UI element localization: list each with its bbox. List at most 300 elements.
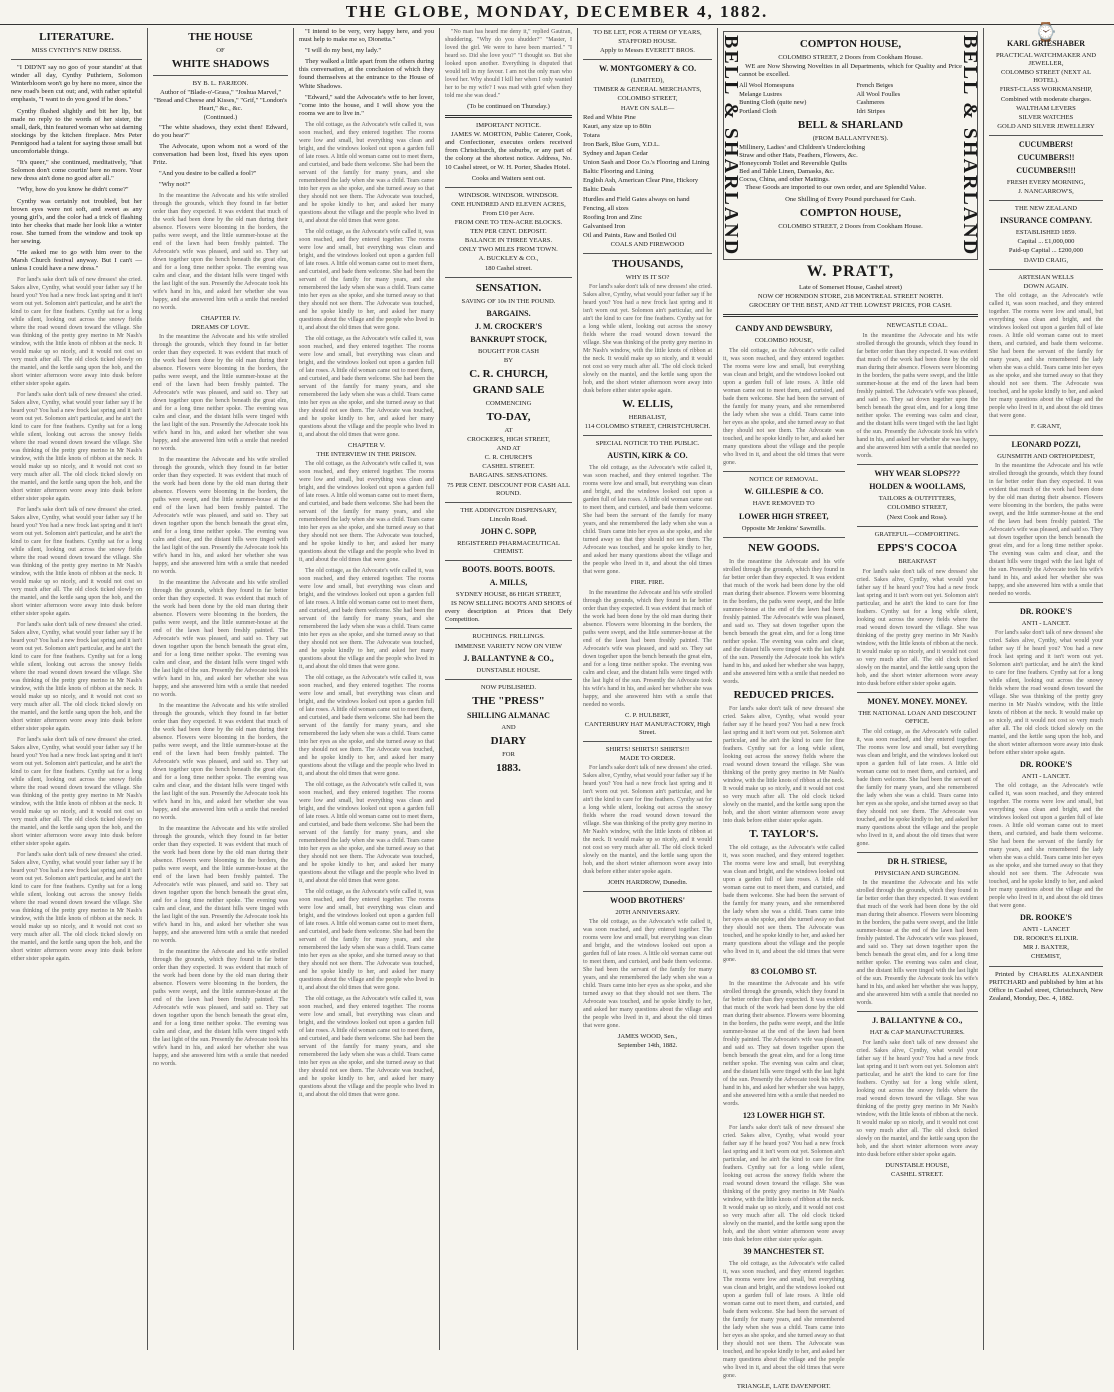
ad-line: HAVE REMOVED TO	[752, 500, 815, 508]
ad-heading: J. BALLANTYNE & CO.,	[463, 653, 554, 663]
ad-line: WINDSOR. WINDSOR. WINDSOR.	[458, 191, 559, 199]
ad-heading: REDUCED PRICES.	[733, 689, 834, 702]
ad-line: CROCKER'S, HIGH STREET,	[467, 436, 550, 444]
paragraph: For land's sake don't talk of new dresses! she cried. Sakes alive, Cynthy, what would your father say if he heard you? You had a new frock last spring and it isn't worn out yet. Solomon ain't particular, and he ain't the kind to care for fine feathers. Cynthy sat for a long while silent, looking out across the snowy fields where the road wound down toward the village. She was thinking of the pretty grey merino in Mr Nash's window, with the little knots of ribbon at the neck. It would make up so nicely, and it would not cost so very much after all. The old clock ticked slowly on the mantel, and the kettle sang upon the hob, and the short winter afternoon wore away into dusk before either sister spoke again.	[723, 706, 845, 825]
paragraph: For land's sake don't talk of new dresses! she cried. Sakes alive, Cynthy, what would your father say if he heard you? You had a new frock last spring and it isn't worn out yet. Solomon ain't particular, and he ain't the kind to care for fine feathers. Cynthy sat for a long while silent, looking out across the snowy fields where the road wound down toward the village. She was thinking of the pretty grey merino in Mr Nash's window, with the little knots of ribbon at the neck. It would make up so nicely, and it would not cost so very much after all. The old clock ticked slowly on the mantel, and the kettle sang upon the hob, and the short winter afternoon wore away into dusk before either sister spoke again.	[11, 737, 142, 848]
paragraph: The old cottage, as the Advocate's wife called it, was soon reached, and they entered together. The rooms were low and small, but everything was clean and bright, and the windows looked out upon a garden full of late roses. A little old woman came out to meet them, and curtsied, and bade them welcome. She had been the servant of the family for many years, and she remembered the lady when she was a child. Tears came into her eyes as she spoke, and she turned away so that they should not see them. The Advocate was touched, and he spoke kindly to her, and asked her many questions about the village and the people who lived in it, and about the old times that were gone.	[299, 675, 434, 778]
ad-heading: JOHN C. SOPP,	[480, 526, 537, 536]
ad-heading: WOOD BROTHERS'	[610, 896, 685, 906]
list-item: Fencing, all sizes	[583, 204, 629, 212]
ad-line: COMMENCING	[485, 399, 532, 407]
ad-heading: MONEY. MONEY. MONEY.	[867, 696, 968, 706]
ad-heading: INSURANCE COMPANY.	[999, 216, 1092, 226]
ad-compton-house	[720, 31, 981, 260]
ad-line: 20TH ANNIVERSARY.	[615, 909, 680, 917]
ad-line: IMMENSE VARIETY NOW ON VIEW	[455, 642, 562, 650]
ad-line: 75 PER CENT. DISCOUNT FOR CASH ALL ROUND.	[446, 481, 571, 497]
list-item: Roofing Iron and Zinc	[583, 213, 643, 221]
ad-line: THE NATIONAL LOAN AND DISCOUNT OFFICE.	[858, 709, 977, 726]
ad-line: (FROM BALLANTYNE'S).	[812, 134, 889, 142]
ad-line: Combined with moderate charges.	[1000, 95, 1092, 103]
chapter-title: THE INTERVIEW IN THE PRISON.	[316, 451, 417, 459]
paragraph: In the meantime the Advocate and his wife strolled through the grounds, which they found in far better order than they expected. It was evident that much of the work had been done by the old man during their absence. Flowers were blooming in the borders, the paths were swept, and the little summer-house at the end of the lawn had been freshly painted. The Advocate's wife was pleased, and said so. They sat down together upon the bench beneath the great elm, and for a long time neither spoke. The evening was calm and clear, and the distant hills were tinged with the last light of the sun. Presently the Advocate took his wife's hand in his, and asked her whether she was happy, and she answered him with a smile that needed no words.	[153, 703, 288, 822]
ad-heading: EPPS'S COCOA	[877, 542, 958, 555]
ad-heading: AUSTIN, KIRK & CO.	[607, 451, 688, 461]
ad-line: Lincoln Road.	[489, 515, 528, 523]
divider	[583, 253, 712, 254]
paragraph: In the meantime the Advocate and his wife strolled through the grounds, which they found in far better order than they expected. It was evident that much of the work had been done by the old man during their absence. Flowers were blooming in the borders, the paths were swept, and the little summer-house at the end of the lawn had been freshly painted. The Advocate's wife was pleased, and said so. They sat down together upon the bench beneath the great elm, and for a long time neither spoke. The evening was calm and clear, and the distant hills were tinged with the last light of the sun. Presently the Advocate took his wife's hand in his, and asked her whether she was happy, and she answered him with a smile that needed no words.	[153, 457, 288, 576]
list-item: Iron Bark, Blue Gum, Y.D.L.	[583, 140, 660, 148]
ad-line: AND AT	[496, 445, 521, 453]
ad-line: NOW OF HORNDON STORE, 218 MONTREAL STREET NORTH.	[757, 293, 944, 301]
divider	[723, 314, 978, 317]
divider	[989, 435, 1103, 436]
list-item: Straw and other Hats, Feathers, Flowers, &c.	[739, 152, 858, 160]
paragraph: The old cottage, as the Advocate's wife called it, was soon reached, and they entered together. The rooms were low and small, but everything was clean and bright, and the windows looked out upon a garden full of late roses. A little old woman came out to meet them, and curtsied, and bade them welcome. She had been the servant of the family for many years, and she remembered the lady when she was a child. Tears came into her eyes as she spoke, and she turned away so that they should not see them. The Advocate was touched, and he spoke kindly to her, and asked her many questions about the village and the people who lived in it, and about the old times that were gone.	[723, 347, 845, 466]
ad-line: DR. ROOKE'S ELIXIR.	[1013, 935, 1079, 943]
ad-line: GRATEFUL—COMFORTING.	[874, 531, 960, 539]
ad-line: REGISTERED PHARMACEUTICAL CHEMIST.	[457, 539, 560, 555]
list-item: Galvanised Iron	[583, 222, 626, 230]
ad-line: ONE HUNDRED AND ELEVEN ACRES,	[451, 200, 566, 208]
divider	[857, 464, 979, 465]
goods-list-right	[857, 82, 962, 116]
list-item: Oil and Paints, Raw and Boiled Oil	[583, 231, 677, 239]
ad-line: TRIANGLE, LATE DAVENPORT.	[736, 1383, 831, 1391]
ad-line: One Shilling of Every Pound purchased for Cash.	[785, 195, 916, 203]
ad-line: WHY IS IT SO?	[625, 274, 670, 282]
divider	[723, 537, 845, 538]
ad-line: Cooks and Waiters sent out.	[471, 174, 546, 182]
ad-line: ANTI - LANCET	[1022, 926, 1070, 934]
ad-line: GOLD AND SILVER JEWELLERY	[997, 122, 1095, 130]
ad-heading: J. M. CROCKER'S	[474, 321, 543, 331]
ad-body: JAMES W. MORTON, Public Caterer, Cook, and Confectioner, executes orders received from Christchurch, the suburbs, or any part of the colony at the shortest notice. Address, No. 10 Cashel street, or W. H. Porter, Shades Hotel.	[445, 131, 572, 171]
divider	[445, 560, 572, 561]
ad-line: FROM ONE TO TEN-ACRE BLOCKS.	[454, 219, 563, 227]
ad-line: STAFFORD HOUSE.	[618, 38, 677, 46]
ad-compton-body	[735, 35, 966, 256]
ad-line: TAILORS & OUTFITTERS,	[878, 494, 956, 502]
masthead: THE GLOBE, MONDAY, DECEMBER 4, 1882.	[0, 0, 1114, 25]
ad-line: BREAKFAST	[898, 558, 937, 566]
ad-line: BY	[503, 356, 514, 364]
ad-heading: A. MILLS,	[489, 578, 528, 588]
serial-title-of: OF	[216, 47, 225, 54]
ad-line: PHYSICIAN AND SURGEON.	[874, 869, 960, 877]
ad-line: CASHEL STREET.	[482, 463, 535, 471]
ad-heading: 39 MANCHESTER ST.	[743, 1247, 825, 1257]
ad-heading: COMPTON HOUSE,	[799, 206, 902, 219]
byline: BY B. L. FARJEON.	[192, 80, 249, 88]
divider	[989, 135, 1103, 136]
paragraph: "It's queer," she continued, meditatively, "that Solomon don't come courtin' here no more. Your new dress ain't done no good after all."	[11, 159, 142, 183]
paragraph: For land's sake don't talk of new dresses! she cried. Sakes alive, Cynthy, what would your father say if he heard you? You had a new frock last spring and it isn't worn out yet. Solomon ain't particular, and he ain't the kind to care for fine feathers. Cynthy sat for a long while silent, looking out across the snowy fields where the road wound down toward the village. She was thinking of the pretty grey merino in Mr Nash's window, with the little knots of ribbon at the neck. It would make up so nicely, and it would not cost so very much after all. The old clock ticked slowly on the mantel, and the kettle sang upon the hob, and the short winter afternoon wore away into dusk before either sister spoke again.	[583, 765, 712, 875]
divider	[153, 75, 288, 76]
ad-body: These Goods are imported to our own order, and are Splendid Value.	[745, 184, 927, 192]
paragraph: In the meantime the Advocate and his wife strolled through the grounds, which they found in far better order than they expected. It was evident that much of the work had been done by the old man during their absence. Flowers were blooming in the borders, the paths were swept, and the little summer-house at the end of the lawn had been freshly painted. The Advocate's wife was pleased, and said so. They sat down together upon the bench beneath the great elm, and for a long time neither spoke. The evening was calm and clear, and the distant hills were tinged with the last light of the sun. Presently the Advocate took his wife's hand in his, and asked her whether she was happy, and she answered him with a smile that needed no words.	[583, 589, 712, 708]
ad-heading: NEW GOODS.	[748, 542, 820, 555]
ad-heading: BANKRUPT STOCK,	[470, 334, 547, 344]
ad-line: DAVID CRAIG,	[1023, 256, 1069, 264]
ad-heading: THE "PRESS"	[472, 694, 545, 707]
ad-heading: LOWER HIGH STREET,	[739, 511, 829, 521]
ad-line: TEN PER CENT. DEPOSIT.	[470, 228, 547, 236]
paragraph: For land's sake don't talk of new dresses! she cried. Sakes alive, Cynthy, what would your father say if he heard you? You had a new frock last spring and it isn't worn out yet. Solomon ain't particular, and he ain't the kind to care for fine feathers. Cynthy sat for a long while silent, looking out across the snowy fields where the road wound down toward the village. She was thinking of the pretty grey merino in Mr Nash's window, with the little knots of ribbon at the neck. It would make up so nicely, and it would not cost so very much after all. The old clock ticked slowly on the mantel, and the kettle sang upon the hob, and the short winter afternoon wore away into dusk before either sister spoke again.	[11, 852, 142, 963]
ad-line: NEWCASTLE COAL.	[886, 322, 948, 330]
paragraph: The old cottage, as the Advocate's wife called it, was soon reached, and they entered together. The rooms were low and small, but everything was clean and bright, and the windows looked out upon a garden full of late roses. A little old woman came out to meet them, and curtsied, and bade them welcome. She had been the servant of the family for many years, and she remembered the lady when she was a child. Tears came into her eyes as she spoke, and she turned away so that they should not see them. The Advocate was touched, and he spoke kindly to her, and asked her many questions about the village and the people who lived in it, and about the old times that were gone.	[299, 996, 434, 1099]
ad-heading: CUCUMBERS!!	[1017, 152, 1075, 162]
serial-title-top: THE HOUSE	[188, 31, 253, 43]
list-item: All Wool Foulles	[856, 90, 901, 98]
list-item: Sydney and Japan Cedar	[583, 150, 649, 158]
divider	[583, 741, 712, 742]
ad-line: ANTI - LANCET.	[1021, 773, 1071, 781]
divider	[857, 692, 979, 693]
columns	[6, 22, 1108, 1391]
ad-line: Paid-up Capital ... £200,000	[1008, 247, 1084, 255]
column-literature	[6, 28, 148, 1350]
serial-title-main: WHITE SHADOWS	[171, 58, 270, 71]
ad-heading: C. R. CHURCH,	[469, 367, 548, 380]
ad-line: DUNSTABLE HOUSE,	[885, 1161, 950, 1169]
ad-heading: HOLDEN & WOOLLAMS,	[869, 481, 966, 491]
ad-heading: CANDY AND DEWSBURY,	[735, 324, 833, 334]
divider	[989, 966, 1103, 967]
divider	[989, 200, 1103, 201]
ad-line: THE NEW ZEALAND	[1014, 205, 1078, 213]
ad-line: SYDNEY HOUSE, 86 HIGH STREET,	[455, 591, 562, 599]
ad-line: COLOMBO STREET, 2 Doors from Cookham House.	[778, 222, 923, 230]
ad-line: WALTHAM LEVERS	[1016, 104, 1076, 112]
ad-line: NOW PUBLISHED.	[480, 683, 537, 691]
paragraph: For land's sake don't talk of new dresses! she cried. Sakes alive, Cynthy, what would your father say if he heard you? You had a new frock last spring and it isn't worn out yet. Solomon ain't particular, and he ain't the kind to care for fine feathers. Cynthy sat for a long while silent, looking out across the snowy fields where the road wound down toward the village. She was thinking of the pretty grey merino in Mr Nash's window, with the little knots of ribbon at the neck. It would make up so nicely, and it would not cost so very much after all. The old clock ticked slowly on the mantel, and the kettle sang upon the hob, and the short winter afternoon wore away into dusk before either sister spoke again.	[583, 284, 712, 395]
ad-line: CHEMIST,	[1030, 953, 1062, 961]
ad-heading: WHY WEAR SLOPS???	[874, 468, 961, 478]
ad-line: JAMES WOOD, Sen.,	[617, 1033, 678, 1041]
ad-line: September 14th, 1882.	[617, 1042, 678, 1050]
paragraph: The old cottage, as the Advocate's wife called it, was soon reached, and they entered together. The rooms were low and small, but everything was clean and bright, and the windows looked out upon a garden full of late roses. A little old woman came out to meet them, and curtsied, and bade them welcome. She had been the servant of the family for many years, and she remembered the lady when she was a child. Tears came into her eyes as she spoke, and she turned away so that they should not see them. The Advocate was touched, and he spoke kindly to her, and asked her many questions about the village and the people who lived in it, and about the old times that were gone.	[583, 919, 712, 1030]
paragraph: For land's sake don't talk of new dresses! she cried. Sakes alive, Cynthy, what would your father say if he heard you? You had a new frock last spring and it isn't worn out yet. Solomon ain't particular, and he ain't the kind to care for fine feathers. Cynthy sat for a long while silent, looking out across the snowy fields where the road wound down toward the village. She was thinking of the pretty grey merino in Mr Nash's window, with the little knots of ribbon at the neck. It would make up so nicely, and it would not cost so very much after all. The old clock ticked slowly on the mantel, and the kettle sang upon the hob, and the short winter afternoon wore away into dusk before either sister spoke again.	[11, 507, 142, 618]
ad-line: (LIMITED),	[630, 77, 665, 85]
paragraph: The old cottage, as the Advocate's wife called it, was soon reached, and they entered together. The rooms were low and small, but everything was clean and bright, and the windows looked out upon a garden full of late roses. A little old woman came out to meet them, and curtsied, and bade them welcome. She had been the servant of the family for many years, and she remembered the lady when she was a child. Tears came into her eyes as she spoke, and she turned away so that they should not see them. The Advocate was touched, and he spoke kindly to her, and asked her many questions about the village and the people who lived in it, and about the old times that were gone.	[989, 783, 1103, 910]
ad-line: SPECIAL NOTICE TO THE PUBLIC.	[595, 440, 700, 448]
paragraph: In the meantime the Advocate and his wife strolled through the grounds, which they found in far better order than they expected. It was evident that much of the work had been done by the old man during their absence. Flowers were blooming in the borders, the paths were swept, and the little summer-house at the end of the lawn had been freshly painted. The Advocate's wife was pleased, and said so. They sat down together upon the bench beneath the great elm, and for a long time neither spoke. The evening was calm and clear, and the distant hills were tinged with the last light of the sun. Presently the Advocate took his wife's hand in his, and asked her whether she was happy, and she answered him with a smile that needed no words.	[153, 826, 288, 945]
paragraph: Cynthy was certainly not troubled, but her brown eyes were not soft, and sweet as any young girl's, and the color had a trick of flashing into her cheeks that made her look like a winter rose. She turned from the window and took up her sewing.	[11, 197, 142, 245]
list-item: Honeycomb Toilet and Reversible Quilts	[739, 160, 847, 168]
ad-line: ANTI - LANCET.	[1021, 619, 1071, 627]
paragraph: The old cottage, as the Advocate's wife called it, was soon reached, and they entered together. The rooms were low and small, but everything was clean and bright, and the windows looked out upon a garden full of late roses. A little old woman came out to meet them, and curtsied, and bade them welcome. She had been the servant of the family for many years, and she remembered the lady when she was a child. Tears came into her eyes as she spoke, and she turned away so that they should not see them. The Advocate was touched, and he spoke kindly to her, and asked her many questions about the village and the people who lived in it, and about the old times that were gone.	[989, 292, 1103, 419]
ad-line: GUNSMITH AND ORTHOPEDIST,	[997, 452, 1095, 460]
ad-line: SAVING OF 10s IN THE POUND.	[461, 297, 556, 305]
list-item: Melange Lustres	[739, 90, 782, 98]
column-ads-3	[984, 22, 1108, 1350]
paragraph: The old cottage, as the Advocate's wife called it, was soon reached, and they entered together. The rooms were low and small, but everything was clean and bright, and the windows looked out upon a garden full of late roses. A little old woman came out to meet them, and curtsied, and bade them welcome. She had been the servant of the family for many years, and she remembered the lady when she was a child. Tears came into her eyes as she spoke, and she turned away so that they should not see them. The Advocate was touched, and he spoke kindly to her, and asked her many questions about the village and the people who lived in it, and about the old times that were gone.	[299, 335, 434, 438]
ad-heading: 1883.	[496, 762, 521, 775]
paragraph: The old cottage, as the Advocate's wife called it, was soon reached, and they entered together. The rooms were low and small, but everything was clean and bright, and the windows looked out upon a garden full of late roses. A little old woman came out to meet them, and curtsied, and bade them welcome. She had been the servant of the family for many years, and she remembered the lady when she was a child. Tears came into her eyes as she spoke, and she turned away so that they should not see them. The Advocate was touched, and he spoke kindly to her, and asked her many questions about the village and the people who lived in it, and about the old times that were gone.	[299, 228, 434, 331]
ad-line: COLOMBO STREET,	[887, 504, 948, 512]
paragraph: In the meantime the Advocate and his wife strolled through the grounds, which they found in far better order than they expected. It was evident that much of the work had been done by the old man during their absence. Flowers were blooming in the borders, the paths were swept, and the little summer-house at the end of the lawn had been freshly painted. The Advocate's wife was pleased, and said so. They sat down together upon the bench beneath the great elm, and for a long time neither spoke. The evening was calm and clear, and the distant hills were tinged with the last light of the sun. Presently the Advocate took his wife's hand in his, and asked her whether she was happy, and she answered him with a smile that needed no words.	[153, 334, 288, 453]
ad-line: SHIRTS! SHIRTS!! SHIRTS!!!	[605, 745, 690, 753]
ad-line: TIMBER & GENERAL MERCHANTS,	[593, 86, 702, 94]
paragraph: For land's sake don't talk of new dresses! she cried. Sakes alive, Cynthy, what would your father say if he heard you? You had a new frock last spring and it isn't worn out yet. Solomon ain't particular, and he ain't the kind to care for fine feathers. Cynthy sat for a long while silent, looking out across the snowy fields where the road wound down toward the village. She was thinking of the pretty grey merino in Mr Nash's window, with the little knots of ribbon at the neck. It would make up so nicely, and it would not cost so very much after all. The old clock ticked slowly on the mantel, and the kettle sang upon the hob, and the short winter afternoon wore away into dusk before either sister spoke again.	[989, 630, 1103, 757]
ad-body: IS NOW SELLING BOOTS AND SHOES of every description at Prices that Defy Competition.	[445, 600, 572, 624]
ad-line: BALANCE IN THREE YEARS.	[464, 237, 553, 245]
ad-line: 114 COLOMBO STREET, CHRISTCHURCH.	[584, 423, 711, 431]
ad-heading: W. GILLESPIE & CO.	[744, 487, 824, 497]
ad-heading: SHILLING ALMANAC	[467, 710, 550, 720]
paragraph: The old cottage, as the Advocate's wife called it, was soon reached, and they entered together. The rooms were low and small, but everything was clean and bright, and the windows looked out upon a garden full of late roses. A little old woman came out to meet them, and curtsied, and bade them welcome. She had been the servant of the family for many years, and she remembered the lady when she was a child. Tears came into her eyes as she spoke, and she turned away so that they should not see them. The Advocate was touched, and he spoke kindly to her, and asked her many questions about the village and the people who lived in it, and about the old times that were gone.	[856, 728, 978, 847]
ad-line: NOTICE OF REMOVAL.	[749, 475, 819, 483]
paragraph: The old cottage, as the Advocate's wife called it, was soon reached, and they entered together. The rooms were low and small, but everything was clean and bright, and the windows looked out upon a garden full of late roses. A little old woman came out to meet them, and curtsied, and bade them welcome. She had been the servant of the family for many years, and she remembered the lady when she was a child. Tears came into her eyes as she spoke, and she turned away so that they should not see them. The Advocate was touched, and he spoke kindly to her, and asked her many questions about the village and the people who lived in it, and about the old times that were gone.	[583, 465, 712, 576]
section-heading: LITERATURE.	[39, 31, 114, 43]
ad-line: TO BE LET, FOR A TERM OF YEARS,	[593, 29, 702, 36]
paragraph: The old cottage, as the Advocate's wife called it, was soon reached, and they entered together. The rooms were low and small, but everything was clean and bright, and the windows looked out upon a garden full of late roses. A little old woman came out to meet them, and curtsied, and bade them welcome. She had been the servant of the family for many years, and she remembered the lady when she was a child. Tears came into her eyes as she spoke, and she turned away so that they should not see them. The Advocate was touched, and he spoke kindly to her, and asked her many questions about the village and the people who lived in it, and about the old times that were gone.	[299, 568, 434, 671]
paragraph: "And you desire to be called a fool?"	[159, 170, 257, 178]
list-item: Idri Stripes	[856, 107, 886, 115]
ad-line: J. NANCARROW'S,	[1018, 188, 1074, 196]
paragraph: For land's sake don't talk of new dresses! she cried. Sakes alive, Cynthy, what would your father say if he heard you? You had a new frock last spring and it isn't worn out yet. Solomon ain't particular, and he ain't the kind to care for fine feathers. Cynthy sat for a long while silent, looking out across the snowy fields where the road wound down toward the village. She was thinking of the pretty grey merino in Mr Nash's window, with the little knots of ribbon at the neck. It would make up so nicely, and it would not cost so very much after all. The old clock ticked slowly on the mantel, and the kettle sang upon the hob, and the short winter afternoon wore away into dusk before either sister spoke again.	[723, 1125, 845, 1244]
divider	[445, 679, 572, 680]
paragraph: In the meantime the Advocate and his wife strolled through the grounds, which they found in far better order than they expected. It was evident that much of the work had been done by the old man during their absence. Flowers were blooming in the borders, the paths were swept, and the little summer-house at the end of the lawn had been freshly painted. The Advocate's wife was pleased, and said so. They sat down together upon the bench beneath the great elm, and for a long time neither spoke. The evening was calm and clear, and the distant hills were tinged with the last light of the sun. Presently the Advocate took his wife's hand in his, and asked her whether she was happy, and she answered him with a smile that needed no words.	[723, 981, 845, 1108]
paragraph: "He asked me to go with him over to the Marsh Church festival anyway. But I can't — unless I could have a new dress."	[11, 249, 142, 273]
list-item: Kauri, any size up to 80in	[583, 122, 652, 130]
list-item: All Wool Homespuns	[739, 82, 795, 90]
ad-line: MR J. BAXTER,	[1023, 944, 1069, 952]
author-note: Author of "Blade-o'-Grass," "Joshua Marvel," "Bread and Cheese and Kisses," "Grif," "London's Heart," &c., &c.	[154, 89, 287, 113]
ad-line: Apply to Messrs EVERETT BROS.	[600, 47, 695, 55]
ad-heading: BARGAINS.	[486, 308, 531, 318]
ad-line: HAT & CAP MANUFACTURERS.	[869, 1029, 965, 1037]
paragraph: In the meantime the Advocate and his wife strolled through the grounds, which they found in far better order than they expected. It was evident that much of the work had been done by the old man during their absence. Flowers were blooming in the borders, the paths were swept, and the little summer-house at the end of the lawn had been freshly painted. The Advocate's wife was pleased, and said so. They sat down together upon the bench beneath the great elm, and for a long time neither spoke. The evening was calm and clear, and the distant hills were tinged with the last light of the sun. Presently the Advocate took his wife's hand in his, and asked her whether she was happy, and she answered him with a smile that needed no words.	[153, 949, 288, 1068]
divider	[857, 1011, 979, 1012]
list-item: Hurdles and Field Gates always on hand	[583, 195, 690, 203]
ad-heading: SENSATION.	[475, 281, 542, 294]
ad-heading: J. BALLANTYNE & CO.,	[872, 1016, 963, 1026]
ad-line: From £10 per Acre.	[482, 209, 535, 217]
divider	[445, 187, 572, 188]
ad-heading: THOUSANDS,	[611, 258, 684, 271]
printer-imprint: Printed by CHARLES ALEXANDER PRITCHARD and published by him at his Office in Cashel street, Christchurch, New Zealand, Monday, Dec. 4, 1882.	[989, 970, 1103, 1002]
ad-line: DUNSTABLE HOUSE.	[476, 666, 541, 674]
divider	[857, 852, 979, 853]
ad-heading: BELL & SHARLAND	[797, 118, 904, 131]
ad-line: HERBALIST,	[628, 414, 667, 422]
chapter-title: DREAMS OF LOVE.	[191, 324, 250, 332]
ad-heading: IMPORTANT NOTICE.	[476, 122, 541, 130]
column-ads-1	[440, 28, 578, 1350]
ad-heading: CUCUMBERS!	[1018, 139, 1074, 149]
ad-heading: DR H. STRIESE,	[887, 856, 948, 866]
paragraph: For land's sake don't talk of new dresses! she cried. Sakes alive, Cynthy, what would your father say if he heard you? You had a new frock last spring and it isn't worn out yet. Solomon ain't particular, and he ain't the kind to care for fine feathers. Cynthy sat for a long while silent, looking out across the snowy fields where the road wound down toward the village. She was thinking of the pretty grey merino in Mr Nash's window, with the little knots of ribbon at the neck. It would make up so nicely, and it would not cost so very much after all. The old clock ticked slowly on the mantel, and the kettle sang upon the hob, and the short winter afternoon wore away into dusk before either sister spoke again.	[11, 277, 142, 388]
ad-line: MADE TO ORDER.	[619, 754, 676, 762]
list-item: Cocoa, China, and other Mattings.	[739, 176, 830, 184]
ad-heading: DIARY	[490, 734, 527, 747]
list-item: Union Sash and Door Co.'s Flooring and Lining	[583, 159, 710, 167]
watch-icon: ⌚	[1034, 22, 1058, 42]
list-item: Millinery, Ladies' and Children's Underclothing	[739, 144, 866, 151]
ad-line: JOHN HARDROW, Dunedin.	[607, 879, 688, 886]
column-ads-2	[578, 28, 718, 1350]
ad-line: ESTABLISHED 1859.	[1015, 229, 1077, 237]
ad-line: FIRST-CLASS WORKMANSHIP,	[999, 86, 1093, 94]
divider	[583, 435, 712, 436]
ad-line: (Next Cook and Ross).	[887, 513, 948, 521]
list-item: Red and White Pine	[583, 113, 636, 121]
ad-heading: BOOTS. BOOTS. BOOTS.	[462, 565, 555, 575]
ad-line: BARGAINS. SENSATIONS.	[469, 472, 548, 480]
column-serial-continued	[294, 28, 440, 1350]
ad-line: ONLY TWO MILES FROM TOWN.	[459, 246, 558, 254]
ad-heading: 83 COLOMBO ST.	[750, 967, 817, 977]
continued-note: (To be continued on Thursday.)	[467, 103, 550, 110]
ad-line: COALS AND FIREWOOD	[610, 240, 685, 248]
ad-heading: DR. ROOKE'S	[1019, 606, 1072, 616]
divider	[445, 502, 572, 503]
ad-line: GROCERY OF THE BEST, AND AT THE LOWEST PRICES, FOR CASH.	[749, 302, 952, 310]
ads-left	[723, 321, 845, 1392]
divider	[445, 628, 572, 629]
ad-heading: DR. ROOKE'S	[1019, 760, 1072, 770]
continued-label: (Continued.)	[203, 114, 238, 122]
ad-line: A. BUCKLEY & CO.,	[478, 255, 539, 263]
vertical-banner-right: BELL & SHARLAND	[959, 35, 981, 257]
list-item: Baltic Flooring and Lining	[583, 168, 654, 176]
ad-heading: LEONARD POZZI,	[1011, 439, 1081, 449]
goods-list-left	[739, 82, 844, 116]
ad-heading: DR. ROOKE'S	[1019, 913, 1072, 923]
paragraph: The old cottage, as the Advocate's wife called it, was soon reached, and they entered together. The rooms were low and small, but everything was clean and bright, and the windows looked out upon a garden full of late roses. A little old woman came out to meet them, and curtsied, and bade them welcome. She had been the servant of the family for many years, and she remembered the lady when she was a child. Tears came into her eyes as she spoke, and she turned away so that they should not see them. The Advocate was touched, and he spoke kindly to her, and asked her many questions about the village and the people who lived in it, and about the old times that were gone.	[299, 461, 434, 564]
divider	[445, 277, 572, 278]
paragraph: In the meantime the Advocate and his wife strolled through the grounds, which they found in far better order than they expected. It was evident that much of the work had been done by the old man during their absence. Flowers were blooming in the borders, the paths were swept, and the little summer-house at the end of the lawn had been freshly painted. The Advocate's wife was pleased, and said so. They sat down together upon the bench beneath the great elm, and for a long time neither spoke. The evening was calm and clear, and the distant hills were tinged with the last light of the sun. Presently the Advocate took his wife's hand in his, and asked her whether she was happy, and she answered him with a smile that needed no words.	[153, 193, 288, 312]
ad-heading: CUCUMBERS!!!	[1016, 165, 1076, 175]
ad-line: CANTERBURY HAT MANUFACTORY, High Street.	[584, 720, 711, 736]
column-serial	[148, 28, 294, 1350]
ad-line: ARTESIAN WELLS	[1018, 273, 1074, 281]
list-item: Baltic Deals	[583, 186, 616, 194]
divider	[723, 471, 845, 472]
list-item: Totara	[583, 131, 600, 139]
paragraph: The Advocate, upon whom not a word of the conversation had been lost, fixed his eyes upon Fritz.	[153, 142, 288, 166]
paragraph: For land's sake don't talk of new dresses! she cried. Sakes alive, Cynthy, what would your father say if he heard you? You had a new frock last spring and it isn't worn out yet. Solomon ain't particular, and he ain't the kind to care for fine feathers. Cynthy sat for a long while silent, looking out across the snowy fields where the road wound down toward the village. She was thinking of the pretty grey merino in Mr Nash's window, with the little knots of ribbon at the neck. It would make up so nicely, and it would not cost so very much after all. The old clock ticked slowly on the mantel, and the kettle sang upon the hob, and the short winter afternoon wore away into dusk before either sister spoke again.	[856, 568, 978, 687]
ad-heading: COMPTON HOUSE,	[799, 38, 902, 50]
paragraph: "Why not?"	[159, 181, 191, 189]
paragraph: "I intend to be very, very happy here, and you must help to make me so, Dionetta."	[299, 28, 434, 44]
ad-heading: GRAND SALE	[472, 383, 545, 396]
ad-line: Opposite Mr Jenkins' Sawmills.	[741, 524, 826, 532]
divider	[989, 602, 1103, 603]
list-item: Bed and Table Linen, Damasks, &c.	[739, 168, 835, 176]
story-title: MISS CYNTHY'S NEW DRESS.	[31, 47, 122, 54]
ad-line: COLOMBO HOUSE,	[754, 337, 813, 345]
divider	[583, 59, 712, 60]
ad-line: COLOMBO STREET,	[617, 95, 678, 103]
paragraph: The old cottage, as the Advocate's wife called it, was soon reached, and they entered together. The rooms were low and small, but everything was clean and bright, and the windows looked out upon a garden full of late roses. A little old woman came out to meet them, and curtsied, and bade them welcome. She had been the servant of the family for many years, and she remembered the lady when she was a child. Tears came into her eyes as she spoke, and she turned away so that they should not see them. The Advocate was touched, and he spoke kindly to her, and asked her many questions about the village and the people who lived in it, and about the old times that were gone.	[299, 121, 434, 224]
ad-line: FRESH EVERY MORNING,	[1006, 178, 1086, 186]
ad-line: C. R. CHURCH'S	[484, 454, 533, 462]
ads-right	[857, 321, 979, 1392]
paragraph: For land's sake don't talk of new dresses! she cried. Sakes alive, Cynthy, what would your father say if he heard you? You had a new frock last spring and it isn't worn out yet. Solomon ain't particular, and he ain't the kind to care for fine feathers. Cynthy sat for a long while silent, looking out across the snowy fields where the road wound down toward the village. She was thinking of the pretty grey merino in Mr Nash's window, with the little knots of ribbon at the neck. It would make up so nicely, and it would not cost so very much after all. The old clock ticked slowly on the mantel, and the kettle sang upon the hob, and the short winter afternoon wore away into dusk before either sister spoke again.	[11, 392, 142, 503]
ad-line: AND	[501, 723, 516, 731]
paragraph: The old cottage, as the Advocate's wife called it, was soon reached, and they entered together. The rooms were low and small, but everything was clean and bright, and the windows looked out upon a garden full of late roses. A little old woman came out to meet them, and curtsied, and bade them welcome. She had been the servant of the family for many years, and she remembered the lady when she was a child. Tears came into her eyes as she spoke, and she turned away so that they should not see them. The Advocate was touched, and he spoke kindly to her, and asked her many questions about the village and the people who lived in it, and about the old times that were gone.	[299, 782, 434, 885]
ad-heading: 123 LOWER HIGH ST.	[742, 1111, 825, 1121]
ad-heading: KARL GRIESHABER	[1006, 39, 1086, 49]
paragraph: The old cottage, as the Advocate's wife called it, was soon reached, and they entered together. The rooms were low and small, but everything was clean and bright, and the windows looked out upon a garden full of late roses. A little old woman came out to meet them, and curtsied, and bade them welcome. She had been the servant of the family for many years, and she remembered the lady when she was a child. Tears came into her eyes as she spoke, and she turned away so that they should not see them. The Advocate was touched, and he spoke kindly to her, and asked her many questions about the village and the people who lived in it, and about the old times that were gone.	[723, 1261, 845, 1380]
paragraph: "I will do my best, my lady."	[305, 47, 382, 55]
column-ads-wide	[718, 28, 984, 1391]
ad-heading: W. ELLIS,	[622, 398, 673, 411]
list-item: French Beiges	[856, 82, 894, 90]
paragraph: "I DID'NT say no goo of your standin' at that winder all day, Cynthy Puthriern, Solomon Winterbloom won't go by here no more, since the new road's been cut out; and, with rather spiteful emphasis, "I want to do you good if he does."	[11, 64, 142, 104]
ad-heading: W. MONTGOMERY & CO.	[598, 64, 697, 74]
ad-line: FIRE. FIRE.	[630, 579, 665, 587]
ad-line: RUCHINGS. FRILLINGS.	[472, 633, 545, 641]
chapter-heading: CHAPTER IV.	[200, 315, 241, 323]
ad-line: SILVER WATCHES	[1018, 113, 1074, 121]
ad-heading: T. TAYLOR'S.	[749, 828, 819, 841]
list-item: Cashmeres	[856, 99, 885, 107]
vertical-banner-left: BELL & SHARLAND	[720, 35, 743, 257]
ad-line: HAVE ON SALE—	[620, 104, 675, 112]
ad-line: COLOMBO STREET (NEXT AL HOTEL).	[1000, 69, 1092, 85]
ad-line: C. P. HULBERT,	[624, 711, 671, 719]
divider	[583, 891, 712, 892]
ad-heading: W. PRATT,	[806, 263, 895, 281]
paragraph: "No man has heard me deny it," replied Gautran, shuddering. "Why do you shudder?" "Master, I loved the girl. We were to have been married." "I heard so. Did she love you?" "I thought so. But she looked upon another. Everything is disputed that would tell in my favour. I am not the only man who loved her. Why should I kill her when I only wanted her to be my wife? I was mad with grief when they told me she was dead."	[445, 29, 572, 99]
ad-line: THE ADDINGTON DISPENSARY,	[460, 506, 557, 514]
paragraph: They walked a little apart from the others during this conversation, at the conclusion of which they found themselves at the entrance to the House of White Shadows.	[299, 58, 434, 90]
divider	[989, 269, 1103, 270]
ad-line: AT	[504, 426, 513, 434]
two-column-ads	[723, 321, 978, 1392]
paragraph: Cynthy flushed slightly and bit her lip, but made no reply to the words of her sister, the small, dark, thin featured woman who sat darning stockings by the kitchen fireplace. Mrs Peter Pennigood had a talent for saying those small but uncomfortable things.	[11, 107, 142, 156]
ad-line: Capital ... £1,000,000	[1017, 238, 1075, 246]
goods-list	[739, 82, 962, 116]
ad-line: COLOMBO STREET, 2 Doors from Cookham House.	[778, 54, 923, 61]
paragraph: The old cottage, as the Advocate's wife called it, was soon reached, and they entered together. The rooms were low and small, but everything was clean and bright, and the windows looked out upon a garden full of late roses. A little old woman came out to meet them, and curtsied, and bade them welcome. She had been the servant of the family for many years, and she remembered the lady when she was a child. Tears came into her eyes as she spoke, and she turned away so that they should not see them. The Advocate was touched, and he spoke kindly to her, and asked her many questions about the village and the people who lived in it, and about the old times that were gone.	[723, 845, 845, 964]
divider	[445, 115, 572, 118]
paragraph: In the meantime the Advocate and his wife strolled through the grounds, which they found in far better order than they expected. It was evident that much of the work had been done by the old man during their absence. Flowers were blooming in the borders, the paths were swept, and the little summer-house at the end of the lawn had been freshly painted. The Advocate's wife was pleased, and said so. They sat down together upon the bench beneath the great elm, and for a long time neither spoke. The evening was calm and clear, and the distant hills were tinged with the last light of the sun. Presently the Advocate took his wife's hand in his, and asked her whether she was happy, and she answered him with a smile that needed no words.	[856, 880, 978, 1007]
paragraph: In the meantime the Advocate and his wife strolled through the grounds, which they found in far better order than they expected. It was evident that much of the work had been done by the old man during their absence. Flowers were blooming in the borders, the paths were swept, and the little summer-house at the end of the lawn had been freshly painted. The Advocate's wife was pleased, and said so. They sat down together upon the bench beneath the great elm, and for a long time neither spoke. The evening was calm and clear, and the distant hills were tinged with the last light of the sun. Presently the Advocate took his wife's hand in his, and asked her whether she was happy, and she answered him with a smile that needed no words.	[856, 332, 978, 459]
ad-line: Late of Somerset House, Cashel street)	[799, 284, 902, 292]
ad-line: PRACTICAL WATCHMAKER AND JEWELLER,	[995, 52, 1096, 68]
ad-heading: TO-DAY,	[486, 410, 531, 423]
divider	[11, 59, 142, 60]
paragraph: For land's sake don't talk of new dresses! she cried. Sakes alive, Cynthy, what would your father say if he heard you? You had a new frock last spring and it isn't worn out yet. Solomon ain't particular, and he ain't the kind to care for fine feathers. Cynthy sat for a long while silent, looking out across the snowy fields where the road wound down toward the village. She was thinking of the pretty grey merino in Mr Nash's window, with the little knots of ribbon at the neck. It would make up so nicely, and it would not cost so very much after all. The old clock ticked slowly on the mantel, and the kettle sang upon the hob, and the short winter afternoon wore away into dusk before either sister spoke again.	[856, 1039, 978, 1158]
ad-line: FOR	[502, 750, 515, 758]
ad-line: CASHEL STREET.	[891, 1170, 944, 1178]
list-item: Portland Cloth	[739, 107, 777, 115]
paragraph: In the meantime the Advocate and his wife strolled through the grounds, which they found in far better order than they expected. It was evident that much of the work had been done by the old man during their absence. Flowers were blooming in the borders, the paths were swept, and the little summer-house at the end of the lawn had been freshly painted. The Advocate's wife was pleased, and said so. They sat down together upon the bench beneath the great elm, and for a long time neither spoke. The evening was calm and clear, and the distant hills were tinged with the last light of the sun. Presently the Advocate took his wife's hand in his, and asked her whether she was happy, and she answered him with a smile that needed no words.	[153, 580, 288, 699]
divider	[857, 526, 979, 527]
chapter-heading: CHAPTER V.	[347, 441, 386, 449]
ad-line: 180 Cashel street.	[484, 264, 533, 272]
paragraph: "Why, how do you know he didn't come?"	[17, 186, 129, 194]
ad-compton-layout	[720, 35, 981, 257]
paragraph: For land's sake don't talk of new dresses! she cried. Sakes alive, Cynthy, what would your father say if he heard you? You had a new frock last spring and it isn't worn out yet. Solomon ain't particular, and he ain't the kind to care for fine feathers. Cynthy sat for a long while silent, looking out across the snowy fields where the road wound down toward the village. She was thinking of the pretty grey merino in Mr Nash's window, with the little knots of ribbon at the neck. It would make up so nicely, and it would not cost so very much after all. The old clock ticked slowly on the mantel, and the kettle sang upon the hob, and the short winter afternoon wore away into dusk before either sister spoke again.	[11, 622, 142, 733]
ad-line: DOWN AGAIN.	[1023, 282, 1069, 290]
list-item: English Ash, American Clear Pine, Hickory	[583, 177, 699, 185]
paragraph: In the meantime the Advocate and his wife strolled through the grounds, which they found in far better order than they expected. It was evident that much of the work had been done by the old man during their absence. Flowers were blooming in the borders, the paths were swept, and the little summer-house at the end of the lawn had been freshly painted. The Advocate's wife was pleased, and said so. They sat down together upon the bench beneath the great elm, and for a long time neither spoke. The evening was calm and clear, and the distant hills were tinged with the last light of the sun. Presently the Advocate took his wife's hand in his, and asked her whether she was happy, and she answered him with a smile that needed no words.	[989, 462, 1103, 597]
paragraph: "Edward," said the Advocate's wife to her lover, "come into the house, and I will show you the rooms we are to live in."	[299, 93, 434, 117]
paragraph: "The white shadows, they exist then! Edward, do you hear?"	[153, 123, 288, 139]
ad-line: BOUGHT FOR CASH	[477, 347, 540, 355]
paragraph: The old cottage, as the Advocate's wife called it, was soon reached, and they entered together. The rooms were low and small, but everything was clean and bright, and the windows looked out upon a garden full of late roses. A little old woman came out to meet them, and curtsied, and bade them welcome. She had been the servant of the family for many years, and she remembered the lady when she was a child. Tears came into her eyes as she spoke, and she turned away so that they should not see them. The Advocate was touched, and he spoke kindly to her, and asked her many questions about the village and the people who lived in it, and about the old times that were gone.	[299, 889, 434, 992]
list-item: Bunting Cloth (quite new)	[739, 99, 807, 107]
paragraph: In the meantime the Advocate and his wife strolled through the grounds, which they found in far better order than they expected. It was evident that much of the work had been done by the old man during their absence. Flowers were blooming in the borders, the paths were swept, and the little summer-house at the end of the lawn had been freshly painted. The Advocate's wife was pleased, and said so. They sat down together upon the bench beneath the great elm, and for a long time neither spoke. The evening was calm and clear, and the distant hills were tinged with the last light of the sun. Presently the Advocate took his wife's hand in his, and asked her whether she was happy, and she answered him with a smile that needed no words.	[723, 559, 845, 686]
ad-line: F. GRANT,	[1030, 422, 1062, 430]
ad-body: WE are Now Showing Novelties in all Departments, which for Quality and Price cannot be excelled.	[739, 63, 962, 79]
